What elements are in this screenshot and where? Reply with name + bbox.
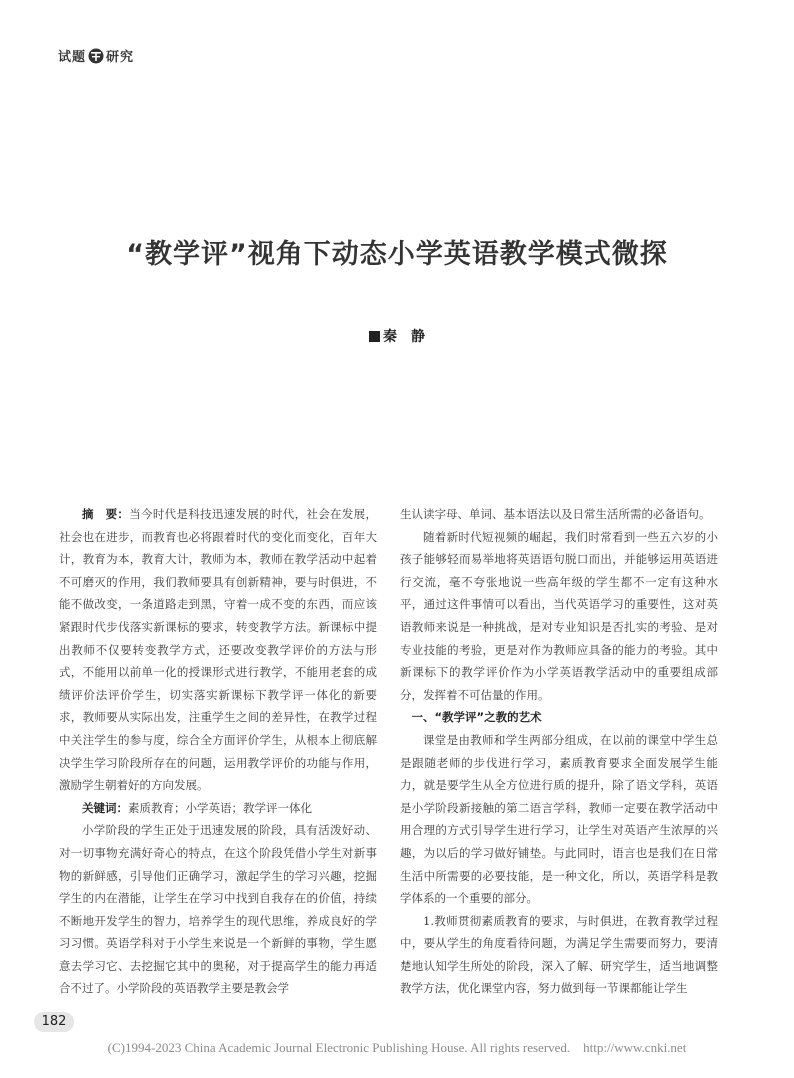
abstract-text: 当今时代是科技迅速发展的时代，社会在发展，社会也在进步，而教育也必将跟着时代的变化而变化，百年大计，教育为本，教育大计，教师为本，教师在教学活动中起着不可磨灭的作用，我们教师要具有创新精神，要与时俱进，不能不做改变，一条道路走到黑，守着一成不变的东西，而应该紧跟时代步伐落实新课标的要求，转变教学方法。新课标中提出教师不仅要转变教学方式，还要改变教学评价的方法与形式，不能用以前单一化的授课形式进行教学，不能用老套的成绩评价法评价学生，切实落实新课标下教学评一体化的新要求，教师要从实际出发，注重学生之间的差异性，在教学过程中关注学生的参与度，综合全方面评价学生，从根本上彻底解决学生学习阶段所存在的问题，运用教学评价的功能与作用，激励学生朝着好的方向发展。 — [59, 507, 377, 793]
author-line — [0, 326, 794, 346]
abstract-label: 摘 要： — [82, 507, 130, 521]
body-paragraph-intro: 小学阶段的学生正处于迅速发展的阶段，具有活泼好动、对一切事物充满好奇心的特点，在这个阶段凭借小学生对新事物的新鲜感，引导他们正确学习，激起学生的学习兴趣，挖掘学生的内在潜能，让学生在学习中找到自我存在的价值，持续不断地开发学生的智力，培养学生的现代思维，养成良好的学习习惯。英语学科对于小学生来说是一个新鲜的事物，学生愿意去学习它、去挖掘它其中的奥秘，对于提高学生的能力再适合不过了。小学阶段的英语教学主要是教会学 — [59, 823, 377, 996]
article-title: “教学评”视角下动态小学英语教学模式微探 — [126, 239, 668, 270]
abstract-paragraph — [59, 503, 377, 797]
journal-logo-icon — [88, 48, 104, 64]
header-section-left: 试题 — [58, 50, 87, 65]
body-paragraph-point-1: 1.教师贯彻素质教育的要求，与时俱进，在教育教学过程中，要从学生的角度看待问题，为满足学生需要而努力，要清楚地认知学生所处的阶段，深入了解、研究学生，适当地调整教学方法，优化课堂内容，努力做到每一节课都能让学生 — [400, 913, 718, 996]
body-paragraph-classroom: 课堂是由教师和学生两部分组成，在以前的课堂中学生总是跟随老师的步伐进行学习，素质教育要求全面发展学生能力，就是要学生从全方位进行质的提升，除了语文学科，英语是小学阶段新接触的第二语言学科，教师一定要在教学活动中用合理的方式引导学生进行学习，让学生对英语产生浓厚的兴趣，为以后的学习做好铺垫。与此同时，语言也是我们在日常生活中所需要的必要技能，是一种文化，所以，英语学科是教学体系的一个重要的部分。 — [400, 732, 718, 906]
body-paragraph-video: 随着新时代短视频的崛起，我们时常看到一些五六岁的小孩子能够轻而易举地将英语语句脱口而出，并能够运用英语进行交流，毫不夸张地说一些高年级的学生都不一定有这种水平，通过这件事情可以看出，当代英语学习的重要性，这对英语教师来说是一种挑战，是对专业知识是否扎实的考验、是对专业技能的考验，更是对作为教师应具备的能力的考验。其中新课标下的教学评价作为小学英语教学活动中的重要组成部分，发挥着不可估量的作用。 — [400, 529, 718, 702]
page-number: 182 — [34, 1012, 74, 1032]
keywords-paragraph — [59, 797, 377, 820]
keywords-text: 素质教育；小学英语；教学评一体化 — [128, 800, 312, 815]
running-header — [58, 46, 134, 65]
header-section-right: 研究 — [106, 50, 135, 65]
keywords-label: 关键词： — [82, 800, 128, 815]
right-column — [400, 503, 718, 1000]
body-paragraph-continuation: 生认读字母、单词、基本语法以及日常生活所需的必备语句。 — [400, 507, 711, 521]
author-marker-icon — [369, 331, 380, 342]
left-column — [59, 503, 377, 1000]
author-name: 秦 静 — [383, 329, 425, 345]
copyright-footer: (C)1994-2023 China Academic Journal Electronic Publishing House. All rights reserved. http://www.cnki.net — [107, 1040, 687, 1055]
section-heading: 一、“教学评”之教的艺术 — [411, 710, 542, 725]
